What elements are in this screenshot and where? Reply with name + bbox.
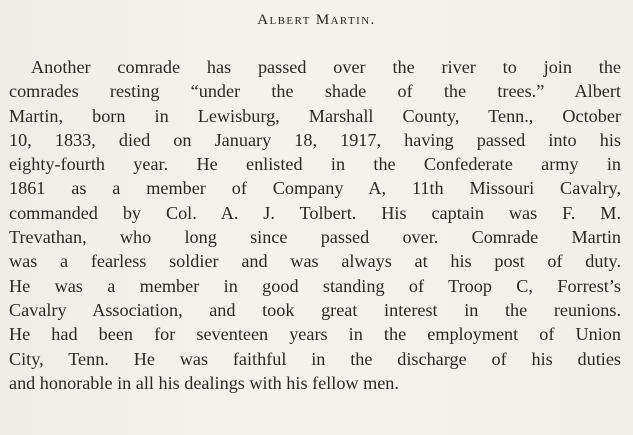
text-line-8: Trevathan, who long since passed over. Comrade Martin — [9, 227, 621, 248]
text-line-7: commanded by Col. A. J. Tolbert. His captain was F. M. — [9, 202, 621, 223]
text-line-6: 1861 as a member of Company A, 11th Missouri Cavalry, — [9, 178, 621, 199]
text-line-1: Another comrade has passed over the river to join the — [31, 57, 621, 77]
text-line-9: was a fearless soldier and was always at his post of duty. — [9, 251, 621, 272]
text-line-11: Cavalry Association, and took great interest in the reunions. — [9, 299, 621, 320]
article-title: Albert Martin. — [257, 12, 376, 28]
text-line-4: 10, 1833, died on January 18, 1917, having passed into his — [9, 129, 621, 150]
text-line-5: eighty-fourth year. He enlisted in the Confederate army in — [9, 154, 621, 175]
text-line-14: and honorable in all his dealings with his fellow men. — [9, 372, 399, 393]
text-line-12: He had been for seventeen years in the employment of Union — [9, 324, 621, 345]
text-line-13: City, Tenn. He was faithful in the discharge of his duties — [9, 348, 621, 369]
text-line-3: Martin, born in Lewisburg, Marshall County, Tenn., October — [9, 105, 621, 126]
text-line-10: He was a member in good standing of Troop C, Forrest’s — [9, 275, 621, 296]
article-body — [9, 55, 621, 395]
text-line-2: comrades resting “under the shade of the trees.” Albert — [9, 81, 621, 102]
